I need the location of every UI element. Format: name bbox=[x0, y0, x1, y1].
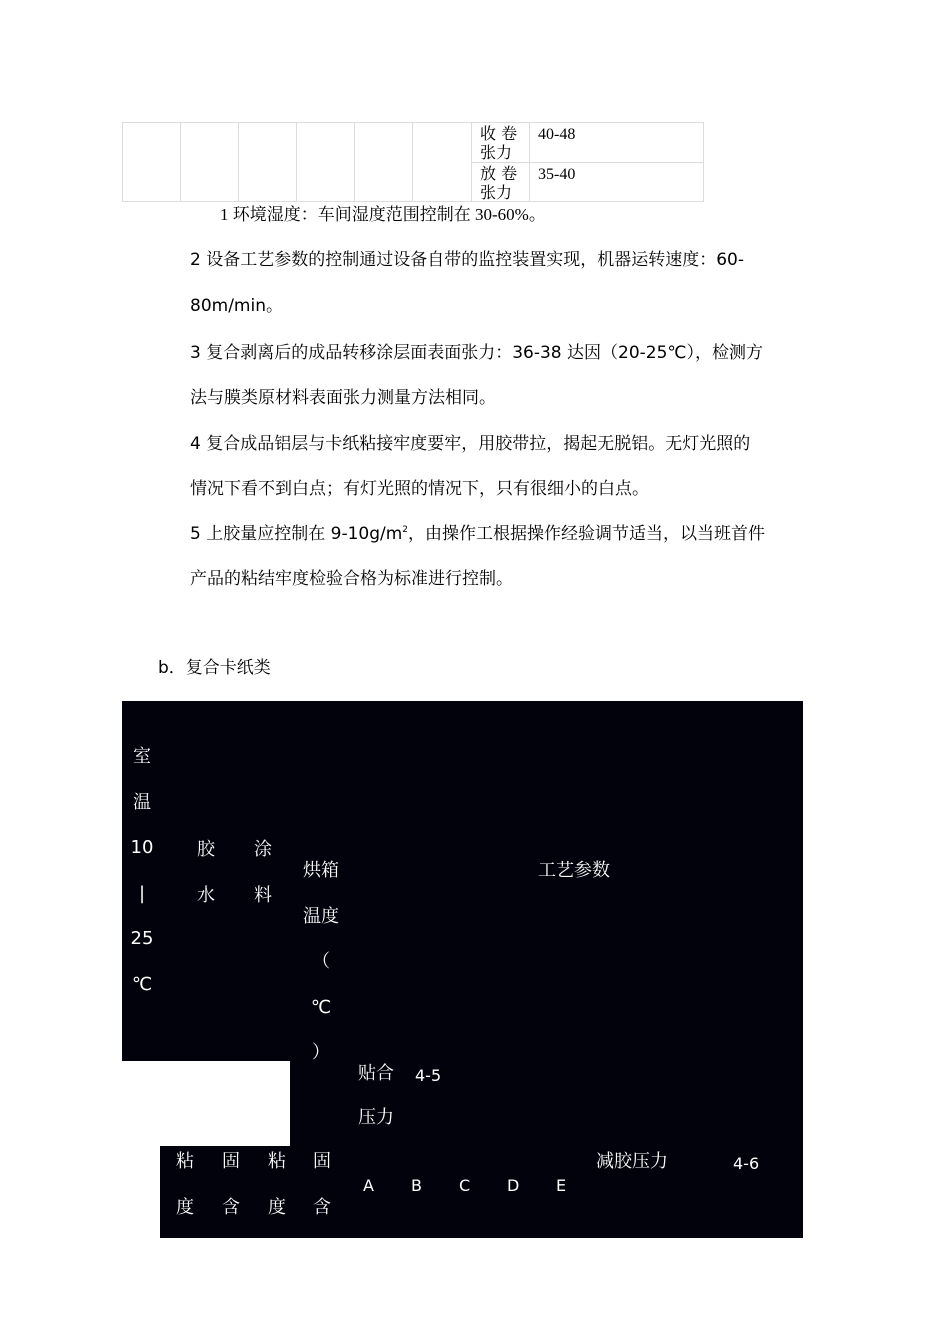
viscosity-char: 粘 bbox=[176, 1151, 194, 1172]
table-cell bbox=[296, 122, 355, 202]
rewind-tension-value: 40-48 bbox=[538, 126, 576, 143]
para-equipment-line2: 80m/min。 bbox=[190, 296, 283, 316]
oven-temp-char: ℃ bbox=[310, 996, 332, 1018]
glue-char: 水 bbox=[197, 884, 215, 906]
rewind-tension-label-line2: 张力 bbox=[480, 143, 513, 162]
solids-char: 含 bbox=[222, 1196, 240, 1218]
unwind-tension-value: 35-40 bbox=[538, 166, 576, 183]
solids-2-header bbox=[302, 1151, 342, 1242]
oven-temp-char: 温度 bbox=[303, 905, 339, 927]
glue-char: 胶 bbox=[197, 839, 215, 860]
glue-amount-text-a: 5 上胶量应控制在 9-10g/m bbox=[190, 524, 403, 544]
coating-header bbox=[243, 839, 283, 930]
table-cell bbox=[412, 122, 472, 202]
solids-char: 固 bbox=[313, 1151, 331, 1172]
para-adhesion-line1: 4 复合成品铝层与卡纸粘接牢度要牢，用胶带拉，揭起无脱铝。无灯光照的 bbox=[190, 434, 751, 454]
room-temp-char: 10 bbox=[130, 837, 154, 859]
reduce-glue-pressure-value: 4-6 bbox=[733, 1154, 760, 1173]
oven-temp-char: （ bbox=[312, 951, 330, 973]
zone-a: A bbox=[363, 1176, 374, 1195]
room-temp-char: | bbox=[138, 882, 146, 904]
para-surface-tension-line1: 3 复合剥离后的成品转移涂层面表面张力：36-38 达因（20-25℃），检测方 bbox=[190, 343, 764, 363]
oven-temp-char: ） bbox=[312, 1042, 330, 1064]
reduce-glue-pressure-label: 减胶压力 bbox=[596, 1151, 668, 1172]
room-temp-header bbox=[122, 746, 162, 1020]
zone-c: C bbox=[459, 1176, 471, 1195]
para-surface-tension-line2: 法与膜类原材料表面张力测量方法相同。 bbox=[190, 388, 496, 408]
solids-char: 固 bbox=[222, 1151, 240, 1172]
lamination-pressure-value: 4-5 bbox=[415, 1066, 442, 1085]
viscosity-char: 粘 bbox=[268, 1151, 286, 1172]
glue-amount-text-b: ，由操作工根据操作经验调节适当，以当班首件 bbox=[408, 524, 766, 544]
para-humidity: 1 环境湿度：车间湿度范围控制在 30-60%。 bbox=[220, 205, 546, 224]
zone-e: E bbox=[556, 1176, 567, 1195]
solids-char: 含 bbox=[313, 1196, 331, 1218]
lamination-pressure-label-line2: 压力 bbox=[358, 1107, 394, 1128]
oven-temp-char: 烘箱 bbox=[303, 860, 339, 881]
lamination-pressure-label-line1: 贴合 bbox=[358, 1063, 394, 1084]
glue-header bbox=[186, 839, 226, 930]
viscosity-2-header bbox=[257, 1151, 297, 1242]
superscript-2: 2 bbox=[402, 525, 409, 535]
zone-b: B bbox=[411, 1176, 422, 1195]
room-temp-char: 25 bbox=[130, 928, 154, 950]
table-row bbox=[480, 124, 517, 162]
solids-1-header bbox=[211, 1151, 251, 1242]
table-cell bbox=[354, 122, 413, 202]
unwind-tension-label-line1: 放 卷 bbox=[480, 164, 518, 183]
process-params-header: 工艺参数 bbox=[538, 860, 610, 881]
para-glue-amount-line2: 产品的粘结牢度检验合格为标准进行控制。 bbox=[190, 569, 513, 589]
para-glue-amount-line1 bbox=[190, 523, 765, 545]
room-temp-char: 温 bbox=[133, 791, 151, 813]
top-params-table bbox=[122, 122, 704, 202]
table-body-block bbox=[290, 1060, 803, 1238]
viscosity-char: 度 bbox=[176, 1196, 194, 1218]
coating-char: 料 bbox=[254, 884, 272, 906]
table-row bbox=[480, 164, 517, 202]
coating-char: 涂 bbox=[254, 839, 272, 860]
zone-d: D bbox=[507, 1176, 520, 1195]
viscosity-1-header bbox=[165, 1151, 205, 1242]
table-cell bbox=[238, 122, 297, 202]
rewind-tension-label-line1: 收 卷 bbox=[480, 124, 518, 143]
viscosity-char: 度 bbox=[268, 1196, 286, 1218]
room-temp-char: 室 bbox=[133, 746, 151, 767]
table-cell bbox=[122, 122, 181, 202]
section-b-heading: b．复合卡纸类 bbox=[158, 658, 271, 678]
para-equipment-line1: 2 设备工艺参数的控制通过设备自带的监控装置实现，机器运转速度：60- bbox=[190, 250, 744, 270]
table-cell bbox=[180, 122, 239, 202]
room-temp-char: ℃ bbox=[131, 973, 153, 995]
para-adhesion-line2: 情况下看不到白点；有灯光照的情况下，只有很细小的白点。 bbox=[190, 479, 649, 499]
oven-temp-header bbox=[296, 860, 346, 1088]
unwind-tension-label-line2: 张力 bbox=[480, 183, 513, 202]
